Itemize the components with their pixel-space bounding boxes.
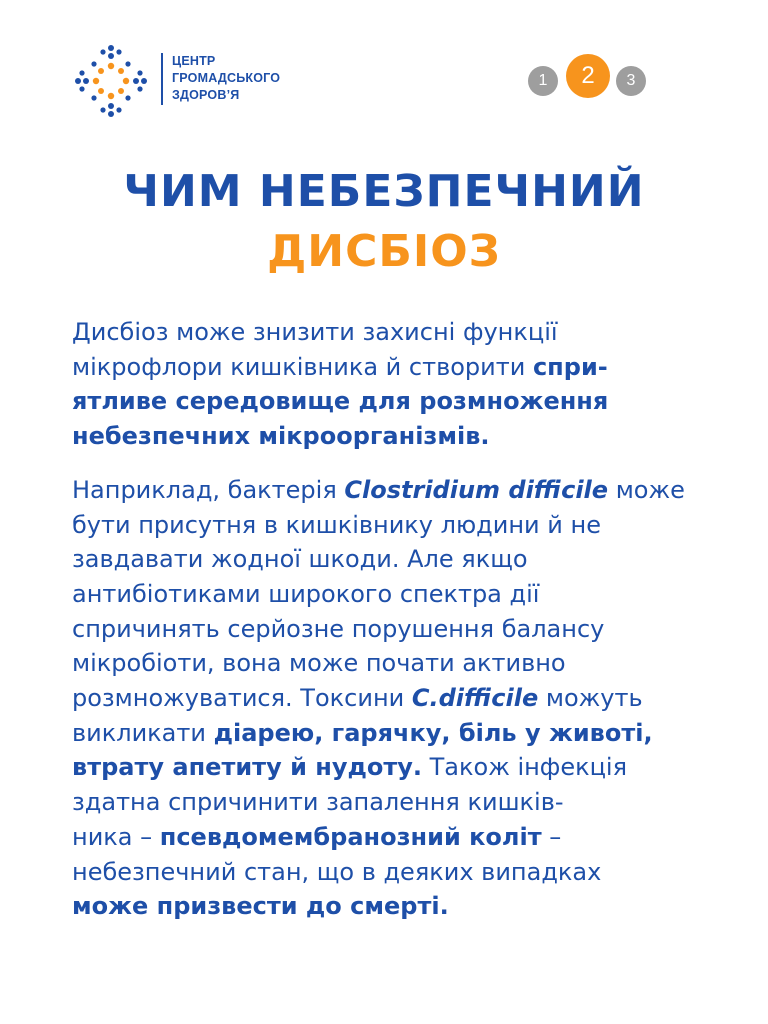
text-line: здатна спричинити запалення кишків- bbox=[72, 788, 564, 817]
logo-divider bbox=[161, 53, 163, 105]
logo-wordmark bbox=[172, 53, 280, 104]
species-name: C.difficile bbox=[411, 684, 539, 713]
text-line bbox=[72, 750, 722, 785]
page-dot-1: 1 bbox=[528, 66, 558, 96]
text-line: Дисбіоз може знизити захисні функції bbox=[72, 318, 558, 346]
text-line: небезпечний стан, що в деяких випадках bbox=[72, 857, 602, 886]
page-dot-3: 3 bbox=[616, 66, 646, 96]
title-line-2: ДИСБІОЗ bbox=[267, 226, 501, 277]
paragraph-1 bbox=[72, 315, 722, 454]
text-line: завдавати жодної шкоди. Але якщо bbox=[72, 545, 528, 574]
text-line bbox=[72, 681, 722, 716]
text-run: Також інфекція bbox=[422, 753, 628, 782]
text-line bbox=[72, 820, 722, 855]
logo-line: ЗДОРОВ’Я bbox=[172, 88, 240, 102]
text-run: – bbox=[541, 822, 562, 851]
text-run: ника – bbox=[72, 822, 160, 851]
text-line bbox=[72, 473, 722, 508]
text-line bbox=[72, 350, 722, 385]
page-dot-2-active: 2 bbox=[566, 54, 610, 98]
text-line: спричинять серйозне порушення балансу bbox=[72, 614, 605, 643]
header bbox=[0, 0, 768, 130]
emphasis-line: ятливе середовище для розмноження bbox=[72, 387, 609, 416]
text-run: Наприклад, бактерія bbox=[72, 475, 345, 504]
text-run: може bbox=[608, 475, 685, 504]
logo-line: ЦЕНТР bbox=[172, 54, 216, 68]
text-run: розмножуватися. Токсини bbox=[72, 684, 412, 713]
dotted-cross-circle-icon bbox=[74, 44, 148, 118]
text-run: викликати bbox=[72, 718, 214, 747]
text-line bbox=[72, 716, 722, 751]
text-run: можуть bbox=[538, 684, 643, 713]
emphasis-text: втрату апетиту й нудоту. bbox=[72, 753, 423, 782]
page-title bbox=[0, 162, 768, 282]
paragraph-2 bbox=[72, 473, 722, 924]
logo-line: ГРОМАДСЬКОГО bbox=[172, 71, 281, 85]
text-line: бути присутня в кишківнику людини й не bbox=[72, 510, 601, 539]
emphasis-line: небезпечних мікроорганізмів. bbox=[72, 422, 490, 451]
text-run: мікрофлори кишківника й створити bbox=[72, 352, 533, 381]
page-indicator bbox=[528, 52, 650, 102]
species-name: Clostridium difficile bbox=[344, 475, 609, 504]
emphasis-text: діарею, гарячку, біль у животі, bbox=[213, 718, 653, 747]
text-line: антибіотиками широкого спектра дії bbox=[72, 579, 540, 608]
emphasis-line: може призвести до смерті. bbox=[72, 892, 449, 921]
emphasis-text: спри- bbox=[532, 352, 608, 381]
text-line: мікробіоти, вона може почати активно bbox=[72, 649, 566, 678]
emphasis-text: псевдомембранозний коліт bbox=[159, 822, 542, 851]
article-body bbox=[72, 315, 722, 924]
title-line-1: ЧИМ НЕБЕЗПЕЧНИЙ bbox=[123, 166, 645, 217]
